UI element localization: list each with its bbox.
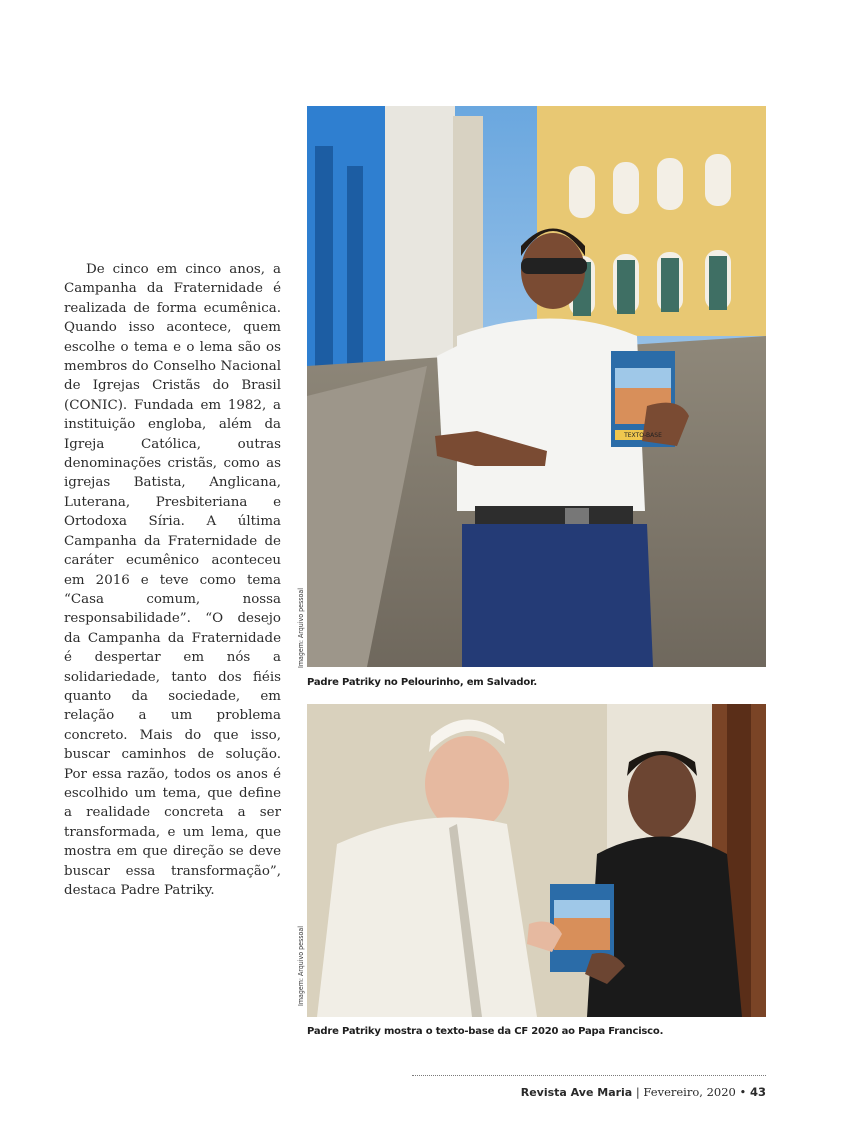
issue-date: Fevereiro, 2020	[643, 1085, 736, 1099]
article-body	[64, 260, 281, 900]
photo-caption: Padre Patriky no Pelourinho, em Salvador.	[307, 677, 537, 688]
photo-pelourinho	[307, 106, 766, 667]
footer-separator: |	[635, 1085, 640, 1099]
page-footer	[521, 1085, 766, 1099]
photo-credit: Imagem: Arquivo pessoal	[297, 926, 305, 1006]
footer-bullet: •	[739, 1085, 747, 1099]
book-cover-label: TEXTO-BASE	[624, 432, 662, 439]
photo-pelourinho-illustration	[307, 106, 766, 667]
photo-papa-francisco	[307, 704, 766, 1017]
article-paragraph: De cinco em cinco anos, a Campanha da Fraternidade é realizada de forma ecumênica. Quando isso acontece, quem escolhe o tema e o lema são os membros do Conselho Nacional de Igrejas Cristãs do Brasil (CONIC). Fundada em 1982, a instituição engloba, além da Igreja Católica, outras denominações cristãs, como as igrejas Batista, Anglicana, Luterana, Presbiteriana e Ortodoxa Síria. A última Campanha da Fraternidade de caráter ecumênico aconteceu em 2016 e teve como tema “Casa comum, nossa responsabilidade”. “O desejo da Campanha da Fraternidade é despertar em nós a solidariedade, tanto dos fiéis quanto da sociedade, em relação a um problema concreto. Mais do que isso, buscar caminhos de solução. Por essa razão, todos os anos é escolhido um tema, que define a realidade concreta a ser transformada, e um lema, que mostra em que direção se deve buscar essa transformação”, destaca Padre Patriky.	[64, 262, 281, 898]
magazine-name: Revista Ave Maria	[520, 1086, 633, 1099]
page-number: 43	[749, 1085, 766, 1099]
footer-divider	[412, 1075, 766, 1076]
photo-credit: Imagem: Arquivo pessoal	[297, 588, 305, 668]
photo-caption: Padre Patriky mostra o texto-base da CF 2020 ao Papa Francisco.	[307, 1026, 664, 1037]
photo-papa-francisco-illustration	[307, 704, 766, 1017]
